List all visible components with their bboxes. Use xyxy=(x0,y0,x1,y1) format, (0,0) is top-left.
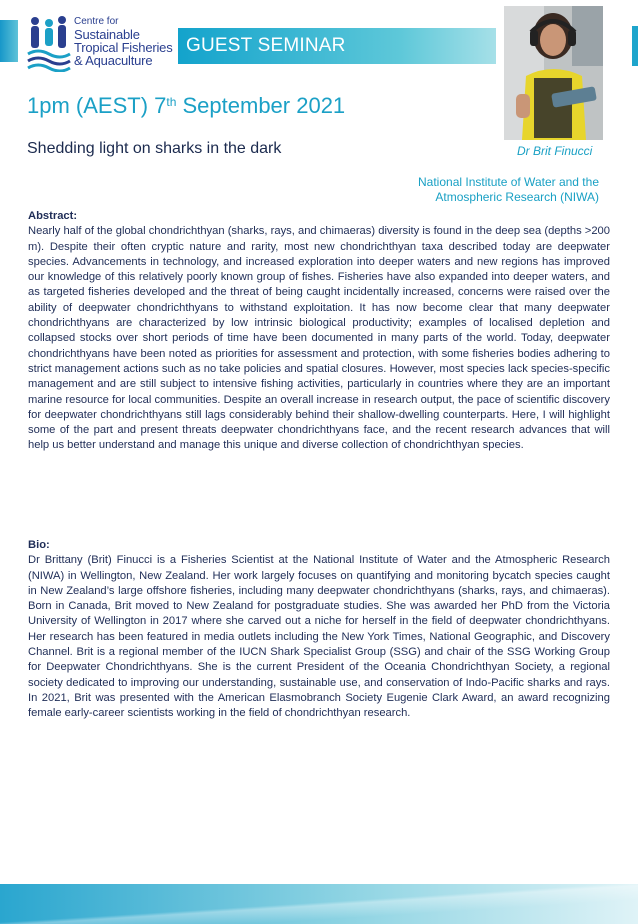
banner-label: GUEST SEMINAR xyxy=(186,35,346,56)
logo-wordmark xyxy=(74,15,173,67)
logo-line-2: Sustainable xyxy=(74,27,140,42)
logo-line-1: Centre for xyxy=(74,16,119,27)
logo-line-3: Tropical Fisheries xyxy=(74,40,173,55)
seminar-title: Shedding light on sharks in the dark xyxy=(27,140,282,157)
event-day-suffix: th xyxy=(166,95,177,109)
bio-text: Dr Brittany (Brit) Finucci is a Fisheries Scientist at the National Institute of Water and the Atmospheric Research (NIWA) in Wellington, New Zealand. Her work largely focuses on quantifying and monitoring bycatch species caught in New Zealand’s large offshore fisheries, including many deepwater chondrichthyans (sharks, rays, and chimaeras). Born in Canada, Brit moved to New Zealand for postgraduate studies. She was awarded her PhD from the Victoria University of Wellington in 2017 where she carved out a niche for herself in the field of deepwater chondrichthyans. Her research has been featured in media outlets including the New York Times, National Geographic, and Discovery Channel. Brit is a regional member of the IUCN Shark Specialist Group (SSG) and chair of the SSG Working Group for Deepwater Chondrichthyans. She is the current President of the Oceania Chondrichthyan Society, a regional society dedicated to improving our understanding, sustainable use, and conservation of Indo-Pacific sharks and rays. In 2021, Brit was presented with the American Elasmobranch Society Eugenie Clark Award, an award recognizing female early-career scientists working in the field of chondrichthyan research. xyxy=(28,554,610,720)
family-figures-icon xyxy=(26,14,72,72)
right-accent-tab xyxy=(632,26,638,66)
affiliation-line-2: Atmospheric Research (NIWA) xyxy=(435,190,599,204)
speaker-photo xyxy=(504,6,603,140)
guest-seminar-banner xyxy=(178,28,496,64)
speaker-affiliation xyxy=(388,175,599,205)
left-accent-bar xyxy=(0,20,18,62)
bio-section xyxy=(28,538,610,722)
event-time: 1pm (AEST) 7 xyxy=(27,93,167,118)
centre-logo xyxy=(26,14,176,74)
abstract-section xyxy=(28,209,610,454)
affiliation-line-1: National Institute of Water and the xyxy=(418,175,599,189)
event-datetime xyxy=(27,93,345,119)
speaker-portrait-image xyxy=(504,6,603,140)
abstract-text: Nearly half of the global chondrichthyan (sharks, rays, and chimaeras) diversity is found in the deep sea (depths >200 m). Despite their often cryptic nature and rarity, most new chondrichthyan taxa described today are deepwater species. Advancements in technology, and increased exploration into deeper waters and new regions has improved our knowledge of this relatively poorly known group of fishes. Fisheries have also expanded into deeper waters, and as targeted fisheries developed and the threat of being caught incidentally increased, concerns were raised over the ability of deepwater chondrichthyans to withstand exploitation. It has now become clear that many deepwater chondrichthyans are characterized by low intrinsic biological productivity; examples of localised depletion and collapsed stocks over short periods of time have been documented in many parts of the world. Today, deepwater chondrichthyans have been noted as priorities for assessment and protection, with some fisheries bodies adhering to strict management actions such as no take policies and spatial closures. However, most species lack species-specific management and are still subject to intensive fishing activities, particularly in countries where they are an important marine resource for local communities. Despite an overall increase in research output, the pace of scientific discovery for deepwater chondrichthyans still lags considerably behind their shallow-dwelling counterparts. Here, I will highlight some of the part and present threats deepwater chondrichthyans face, and the recent research advances that will help us better understand and manage this unique and diverse collection of chondrichthyan species. xyxy=(28,225,610,452)
bio-heading: Bio: xyxy=(28,539,50,551)
logo-line-4: & Aquaculture xyxy=(74,53,153,68)
event-month-year: September 2021 xyxy=(176,93,346,118)
speaker-name: Dr Brit Finucci xyxy=(517,144,593,158)
abstract-heading: Abstract: xyxy=(28,210,78,222)
footer-bar xyxy=(0,884,638,924)
